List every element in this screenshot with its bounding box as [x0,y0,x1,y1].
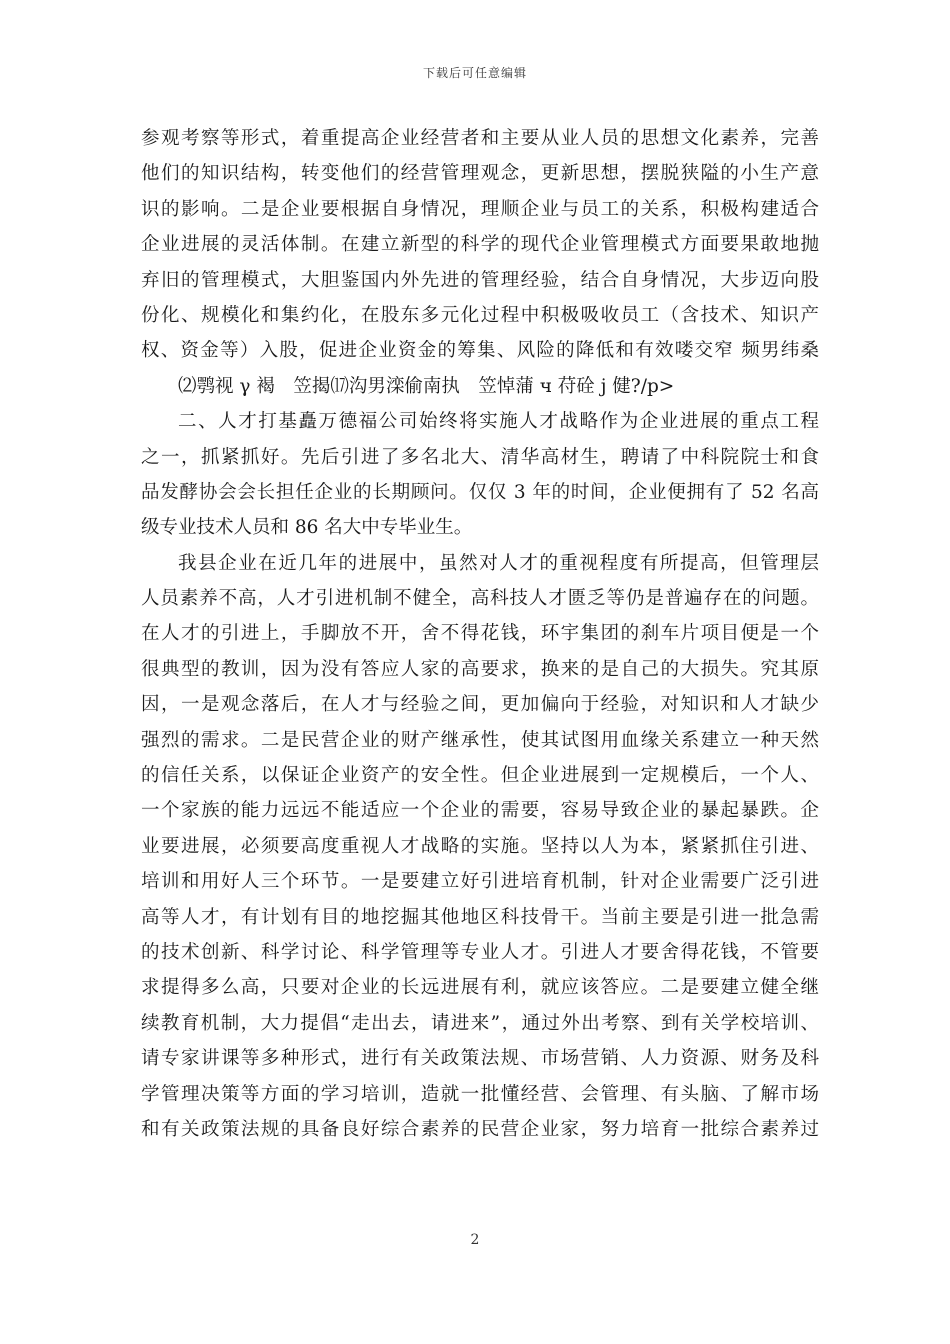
text-line: 的技术创新、科学讨论、科学管理等专业人才。引进人才要舍得花钱，不管要 [141,941,819,963]
text-line: 续教育机制，大力提倡“走出去，请进来”，通过外出考察、到有关学校培训、 [141,1012,819,1034]
text-line: 因，一是观念落后，在人才与经验之间，更加偏向于经验，对知识和人才缺少 [141,694,819,716]
text-line: 和有关政策法规的具备良好综合素养的民营企业家，努力培育一批综合素养过 [141,1118,819,1140]
text-line: 学管理决策等方面的学习培训，造就一批懂经营、会管理、有头脑、了解市场 [141,1083,819,1105]
text-line: 品发酵协会会长担任企业的长期顾问。仅仅 3 年的时间，企业便拥有了 52 名高 [141,481,819,503]
text-line: 强烈的需求。二是民营企业的财产继承性，使其试图用血缘关系建立一种天然 [141,729,819,751]
text-line: 培训和用好人三个环节。一是要建立好引进培育机制，针对企业需要广泛引进 [141,871,819,893]
text-line: 弃旧的管理模式，大胆鉴国内外先进的管理经验，结合自身情况，大步迈向股 [141,269,819,291]
text-line: 企业进展的灵活体制。在建立新型的科学的现代企业管理模式方面要果敢地抛 [141,234,819,256]
text-line: 在人才的引进上，手脚放不开，舍不得花钱，环宇集团的刹车片项目便是一个 [141,623,819,645]
text-line: 我县企业在近几年的进展中，虽然对人才的重视程度有所提高，但管理层 [178,552,819,574]
text-line: 级专业技术人员和 86 名大中专毕业生。 [141,517,473,539]
text-line: 份化、规模化和集约化，在股东多元化过程中积极吸收员工（含技术、知识产 [141,304,819,326]
text-line: 很典型的教训，因为没有答应人家的高要求，换来的是自己的大损失。究其原 [141,658,819,680]
text-line: 他们的知识结构，转变他们的经营管理观念，更新思想，摆脱狭隘的小生产意 [141,163,819,185]
text-line: ⑵鹗视 γ 褐 笠揭⒄沟男滦偷南执 笠悼蒲 ч 苻硂 j 健?/p> [178,375,675,397]
text-line: 的信任关系，以保证企业资产的安全性。但企业进展到一定规模后，一个人、 [141,765,819,787]
text-line: 二、人才打基矗万德福公司始终将实施人才战略作为企业进展的重点工程 [178,411,819,433]
text-line: 高等人才，有计划有目的地挖掘其他地区科技骨干。当前主要是引进一批急需 [141,906,819,928]
text-line: 求提得多么高，只要对企业的长远进展有利，就应该答应。二是要建立健全继 [141,977,819,999]
text-line: 一个家族的能力远远不能适应一个企业的需要，容易导致企业的暴起暴跌。企 [141,800,819,822]
text-line: 请专家讲课等多种形式，进行有关政策法规、市场营销、人力资源、财务及科 [141,1048,819,1070]
text-line: 识的影响。二是企业要根据自身情况，理顺企业与员工的关系，积极构建适合 [141,198,819,220]
document-body [141,121,819,1147]
text-line: 人员素养不高，人才引进机制不健全，高科技人才匮乏等仍是普遍存在的问题。 [141,588,819,610]
page-header: 下载后可任意编辑 [422,66,527,80]
text-line: 之一，抓紧抓好。先后引进了多名北大、清华高材生，聘请了中科院院士和食 [141,446,819,468]
page-number: 2 [470,1232,480,1248]
text-line: 参观考察等形式，着重提高企业经营者和主要从业人员的思想文化素养，完善 [141,128,819,149]
text-line: 业要进展，必须要高度重视人才战略的实施。坚持以人为本，紧紧抓住引进、 [141,835,819,857]
text-line: 权、资金等）入股，促进企业资金的筹集、风险的降低和有效喽交窄 频男纬桑 [141,340,819,362]
